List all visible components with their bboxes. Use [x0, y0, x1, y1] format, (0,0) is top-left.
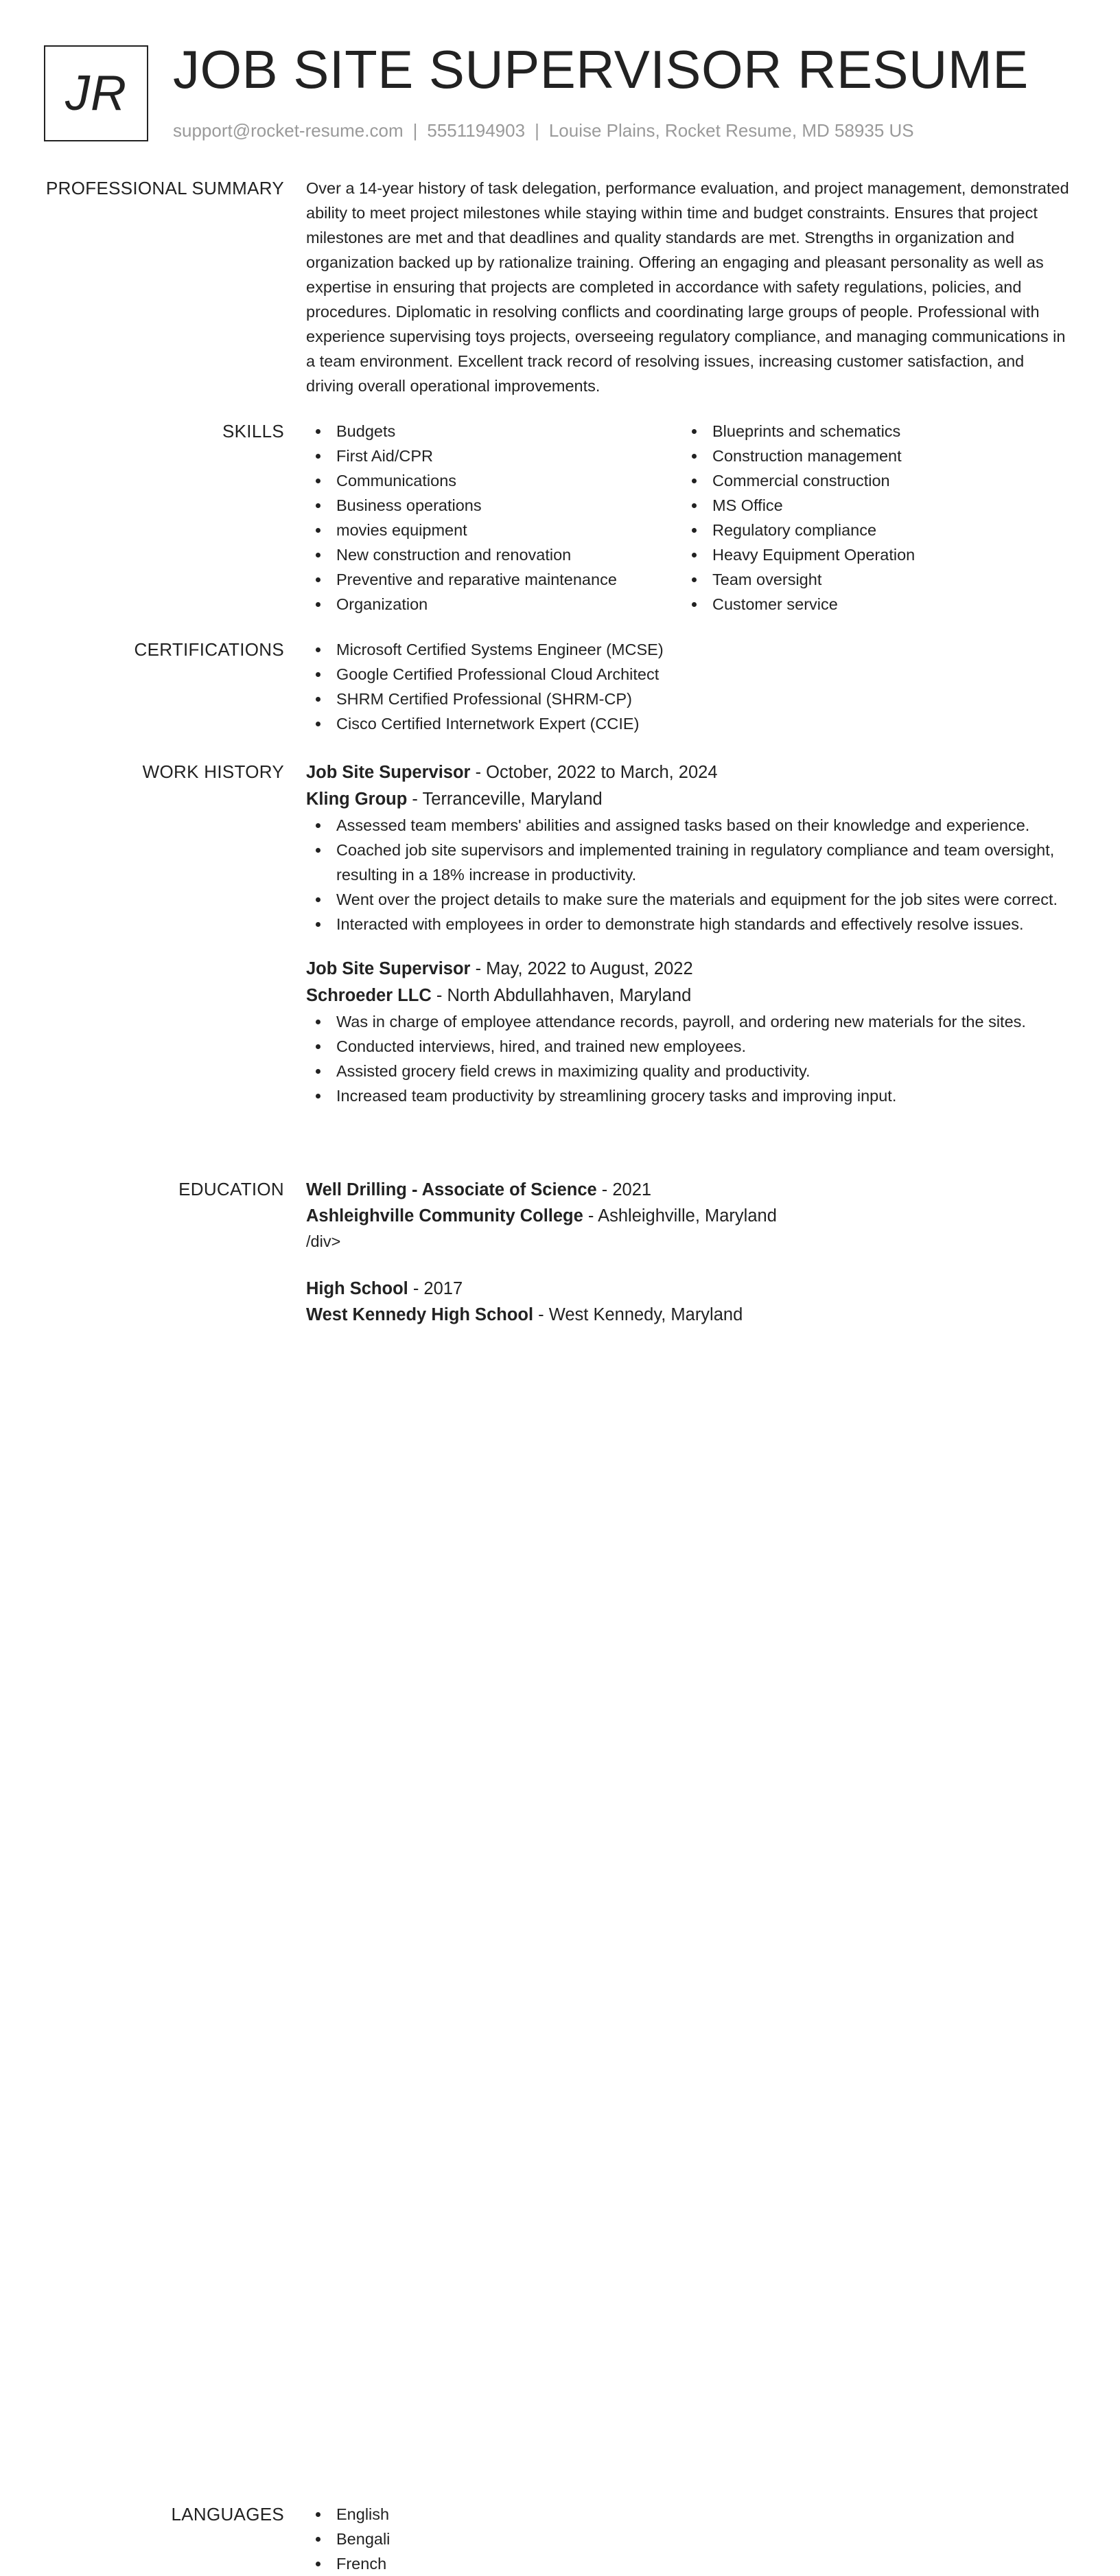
language-item: Bengali	[306, 2527, 1072, 2551]
school: West Kennedy High School	[306, 1305, 534, 1324]
job-bullets	[306, 813, 1072, 936]
work-history-content	[306, 759, 1072, 1108]
job-company-line	[306, 982, 1072, 1009]
languages-label: LANGUAGES	[171, 2504, 284, 2525]
job-title-line	[306, 759, 1072, 786]
skill-item: Heavy Equipment Operation	[682, 542, 1058, 567]
skills-content	[306, 419, 1072, 617]
degree-year: - 2017	[408, 1279, 463, 1298]
education-entry	[306, 1276, 1072, 1328]
skills-list-right	[682, 419, 1058, 617]
certification-item: SHRM Certified Professional (SHRM-CP)	[306, 687, 1072, 711]
degree-line	[306, 1276, 1072, 1302]
job-bullet: Was in charge of employee attendance records, payroll, and ordering new materials for the sites.	[306, 1009, 1072, 1034]
contact-separator: |	[412, 120, 418, 141]
skill-item: Commercial construction	[682, 468, 1058, 493]
skill-item: MS Office	[682, 493, 1058, 518]
skill-item: Communications	[306, 468, 682, 493]
school-location: - Ashleighville, Maryland	[583, 1206, 777, 1226]
skill-item: Customer service	[682, 592, 1058, 617]
resume-title: JOB SITE SUPERVISOR RESUME	[173, 39, 1029, 100]
languages-list	[306, 2502, 1072, 2576]
language-item: English	[306, 2502, 1072, 2527]
job-bullets	[306, 1009, 1072, 1108]
skill-item: Organization	[306, 592, 682, 617]
job-title: Job Site Supervisor	[306, 959, 471, 978]
certification-item: Cisco Certified Internetwork Expert (CCIE)	[306, 711, 1072, 736]
monogram-initials: JR	[44, 45, 148, 141]
job-dates: - May, 2022 to August, 2022	[470, 959, 693, 978]
skills-label: SKILLS	[222, 421, 284, 441]
job-company-line	[306, 786, 1072, 813]
degree-line	[306, 1177, 1072, 1203]
education-entry: Well Drilling - Associate of Science - 2021 Ashleighville Community College - Ashleighville, Maryland /div> High School - 2017 West Kennedy High School - West Kennedy, Maryland	[306, 1177, 1072, 1328]
skill-item: Team oversight	[682, 567, 1058, 592]
skill-item: First Aid/CPR	[306, 444, 682, 468]
job-company: Kling Group	[306, 790, 408, 809]
languages-content	[306, 2502, 1072, 2576]
job-bullet: Assisted grocery field crews in maximizing quality and productivity.	[306, 1059, 1072, 1083]
certifications-list	[306, 637, 1072, 736]
job-location: - Terranceville, Maryland	[407, 790, 603, 809]
job-bullet: Increased team productivity by streamlining grocery tasks and improving input.	[306, 1083, 1072, 1108]
job-company: Schroeder LLC	[306, 986, 432, 1005]
contact-line	[173, 119, 914, 141]
education-content	[306, 1177, 1072, 1328]
contact-phone: 5551194903	[427, 120, 526, 141]
school: Ashleighville Community College	[306, 1206, 583, 1226]
job-bullet: Coached job site supervisors and implemented training in regulatory compliance and team oversight, resulting in a 18% increase in productivity.	[306, 838, 1072, 887]
job-entry	[306, 956, 1072, 1108]
skills-list-left	[306, 419, 682, 617]
school-location: - West Kennedy, Maryland	[533, 1305, 743, 1324]
language-item: French	[306, 2551, 1072, 2576]
job-location: - North Abdullahhaven, Maryland	[431, 986, 692, 1005]
skill-item: Business operations	[306, 493, 682, 518]
contact-address: Louise Plains, Rocket Resume, MD 58935 US	[548, 120, 914, 141]
job-dates: - October, 2022 to March, 2024	[470, 763, 718, 782]
job-bullet: Interacted with employees in order to demonstrate high standards and effectively resolve issues.	[306, 912, 1072, 936]
school-line	[306, 1203, 1072, 1229]
job-bullet: Assessed team members' abilities and assigned tasks based on their knowledge and experience.	[306, 813, 1072, 838]
contact-separator: |	[535, 120, 539, 141]
skill-item: Blueprints and schematics	[682, 419, 1058, 444]
certification-item: Microsoft Certified Systems Engineer (MCSE)	[306, 637, 1072, 662]
work-history-label: WORK HISTORY	[142, 761, 284, 782]
certifications-label: CERTIFICATIONS	[134, 639, 284, 660]
job-bullet: Conducted interviews, hired, and trained new employees.	[306, 1034, 1072, 1059]
skill-item: Construction management	[682, 444, 1058, 468]
certification-item: Google Certified Professional Cloud Architect	[306, 662, 1072, 687]
school-line	[306, 1302, 1072, 1328]
education-label: EDUCATION	[178, 1179, 284, 1199]
summary-text: Over a 14-year history of task delegation, performance evaluation, and project management, demonstrated ability to meet project milestones while staying within time and budget constraints. Ensures that project milestones are met and that deadlines and quality standards are met. Strengths in organization and organization backed up by rationalize training. Offering an engaging and pleasant personality as well as expertise in ensuring that projects are completed in accordance with safety regulations, policies, and procedures. Diplomatic in resolving conflicts and coordinating large groups of people. Professional with experience supervising toys projects, overseeing regulatory compliance, and managing communications in a team environment. Excellent track record of resolving issues, increasing customer satisfaction, and driving overall operational improvements.	[306, 179, 1069, 395]
job-bullet: Went over the project details to make sure the materials and equipment for the job sites were correct.	[306, 887, 1072, 912]
degree: Well Drilling - Associate of Science	[306, 1180, 597, 1199]
skill-item: Preventive and reparative maintenance	[306, 567, 682, 592]
skill-item: New construction and renovation	[306, 542, 682, 567]
contact-email: support@rocket-resume.com	[173, 120, 404, 141]
skill-item: Budgets	[306, 419, 682, 444]
skill-item: Regulatory compliance	[682, 518, 1058, 542]
degree-year: - 2021	[596, 1180, 652, 1199]
job-title-line	[306, 956, 1072, 982]
summary-label: PROFESSIONAL SUMMARY	[46, 178, 284, 198]
skill-item: movies equipment	[306, 518, 682, 542]
summary-content	[306, 176, 1072, 398]
degree: High School	[306, 1279, 408, 1298]
certifications-content	[306, 637, 1072, 736]
job-title: Job Site Supervisor	[306, 763, 471, 782]
job-entry	[306, 759, 1072, 936]
